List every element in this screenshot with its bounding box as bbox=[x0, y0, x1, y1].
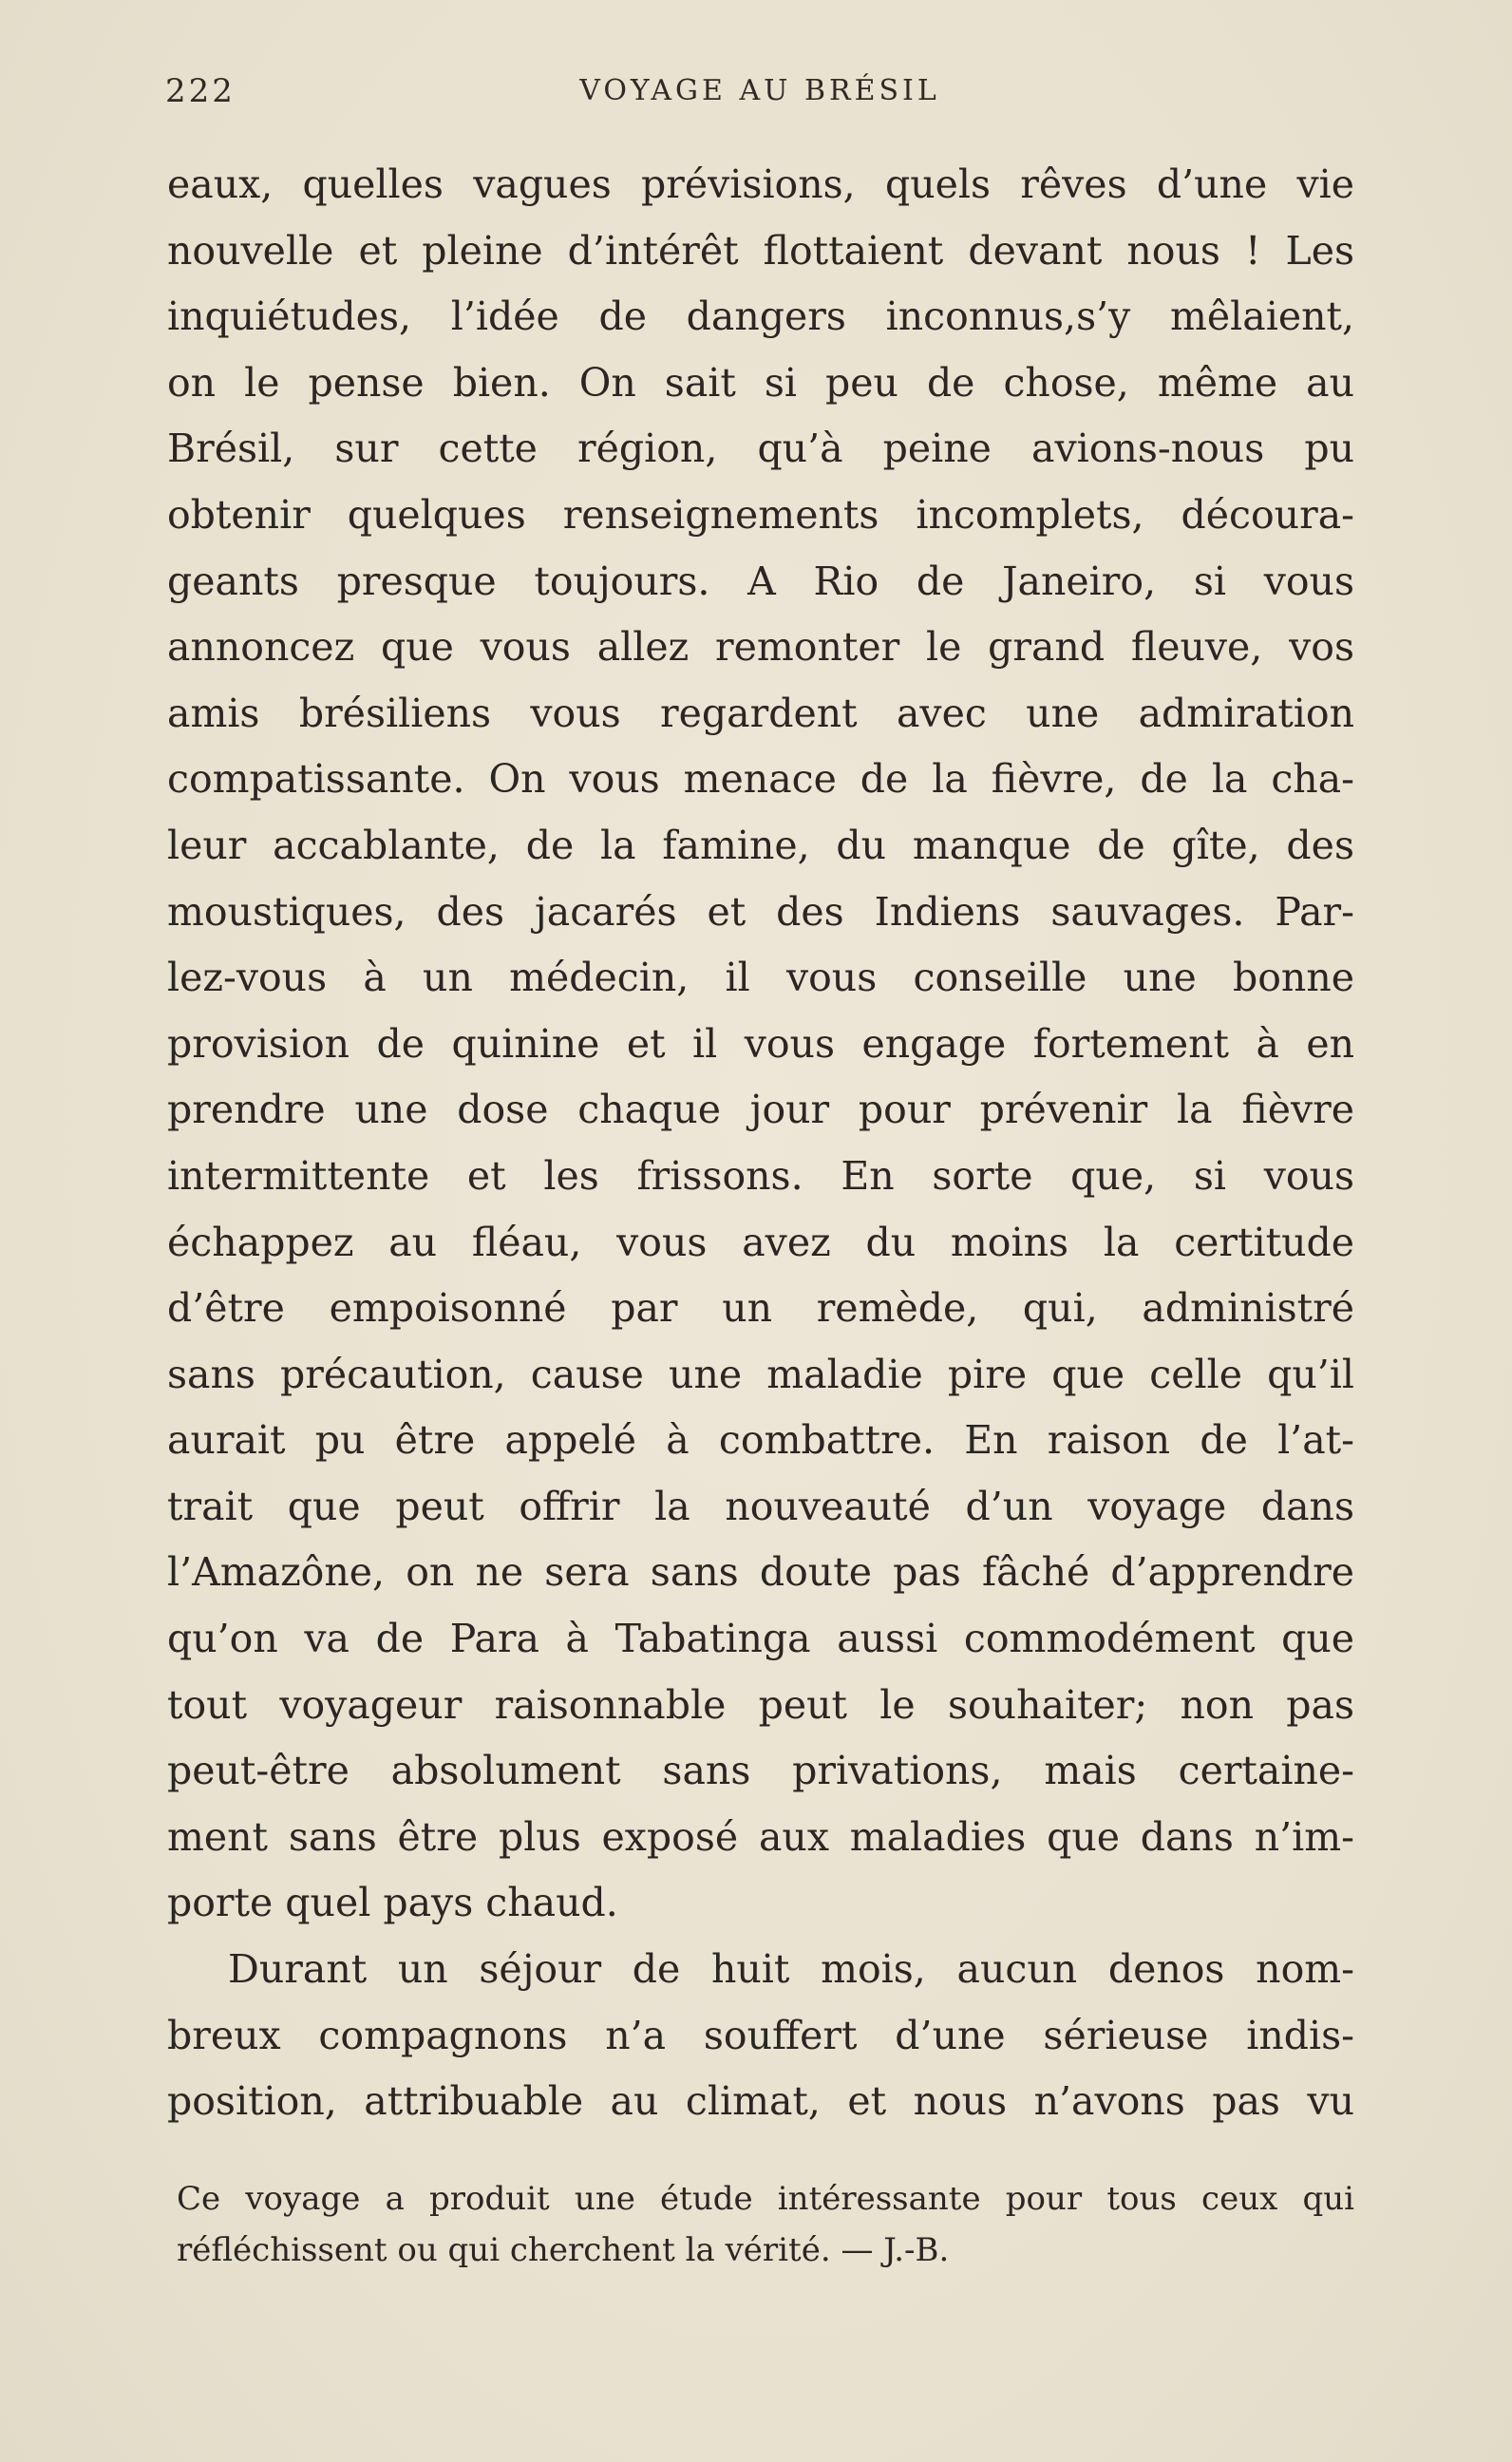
text-line: prendre une dose chaque jour pour prévenir la fièvre bbox=[167, 1087, 1354, 1133]
paragraph-end-line: porte quel pays chaud. bbox=[167, 1880, 618, 1926]
text-line: obtenir quelques renseignements incomplets, découra- bbox=[167, 491, 1354, 538]
text-line: moustiques, des jacarés et des Indiens sauvages. Par- bbox=[167, 888, 1354, 935]
text-line: aurait pu être appelé à combattre. En raison de l’at- bbox=[167, 1417, 1354, 1464]
text-line: Brésil, sur cette région, qu’à peine avions-nous pu bbox=[167, 426, 1354, 472]
text-line: provision de quinine et il vous engage fortement à en bbox=[167, 1020, 1354, 1067]
text-line: eaux, quelles vagues prévisions, quels rêves d’une vie bbox=[167, 161, 1354, 207]
page-header bbox=[165, 72, 1354, 114]
text-line: inquiétudes, l’idée de dangers inconnus,s’y mêlaient, bbox=[167, 294, 1354, 340]
text-line: intermittente et les frissons. En sorte que, si vous bbox=[167, 1152, 1354, 1199]
running-title: VOYAGE AU BRÉSIL bbox=[579, 74, 940, 107]
text-line: annoncez que vous allez remonter le grand fleuve, vos bbox=[167, 624, 1354, 671]
text-line: tout voyageur raisonnable peut le souhaiter; non pas bbox=[167, 1681, 1354, 1728]
page-number: 222 bbox=[165, 72, 236, 110]
footnote-line: réfléchissent ou qui cherchent la vérité. — J.-B. bbox=[177, 2231, 950, 2269]
text-line: geants presque toujours. A Rio de Janeiro, si vous bbox=[167, 558, 1354, 604]
text-line: peut-être absolument sans privations, mais certaine- bbox=[167, 1748, 1354, 1794]
text-line: on le pense bien. On sait si peu de chose, même au bbox=[167, 359, 1354, 406]
text-line: breux compagnons n’a souffert d’une sérieuse indis- bbox=[167, 2012, 1354, 2058]
footnote bbox=[177, 2173, 1354, 2276]
text-line: lez-vous à un médecin, il vous conseille une bonne bbox=[167, 955, 1354, 1001]
body-text bbox=[167, 152, 1354, 2135]
text-line: compatissante. On vous menace de la fièvre, de la cha- bbox=[167, 756, 1354, 803]
paragraph-start-line: Durant un séjour de huit mois, aucun denos nom- bbox=[228, 1946, 1354, 1993]
text-line: l’Amazône, on ne sera sans doute pas fâché d’apprendre bbox=[167, 1549, 1354, 1596]
text-line: trait que peut offrir la nouveauté d’un voyage dans bbox=[167, 1483, 1354, 1529]
footnote-line: Ce voyage a produit une étude intéressante pour tous ceux qui bbox=[177, 2180, 1354, 2218]
text-line: sans précaution, cause une maladie pire que celle qu’il bbox=[167, 1351, 1354, 1397]
text-line: position, attribuable au climat, et nous n’avons pas vu bbox=[167, 2078, 1354, 2125]
text-line: échappez au fléau, vous avez du moins la certitude bbox=[167, 1219, 1354, 1265]
text-line: d’être empoisonné par un remède, qui, administré bbox=[167, 1285, 1354, 1332]
text-line: qu’on va de Para à Tabatinga aussi commodément que bbox=[167, 1616, 1354, 1662]
text-line: leur accablante, de la famine, du manque de gîte, des bbox=[167, 822, 1354, 868]
text-line: nouvelle et pleine d’intérêt flottaient devant nous ! Les bbox=[167, 227, 1354, 274]
text-line: ment sans être plus exposé aux maladies que dans n’im- bbox=[167, 1813, 1354, 1860]
text-line: amis brésiliens vous regardent avec une admiration bbox=[167, 690, 1354, 736]
